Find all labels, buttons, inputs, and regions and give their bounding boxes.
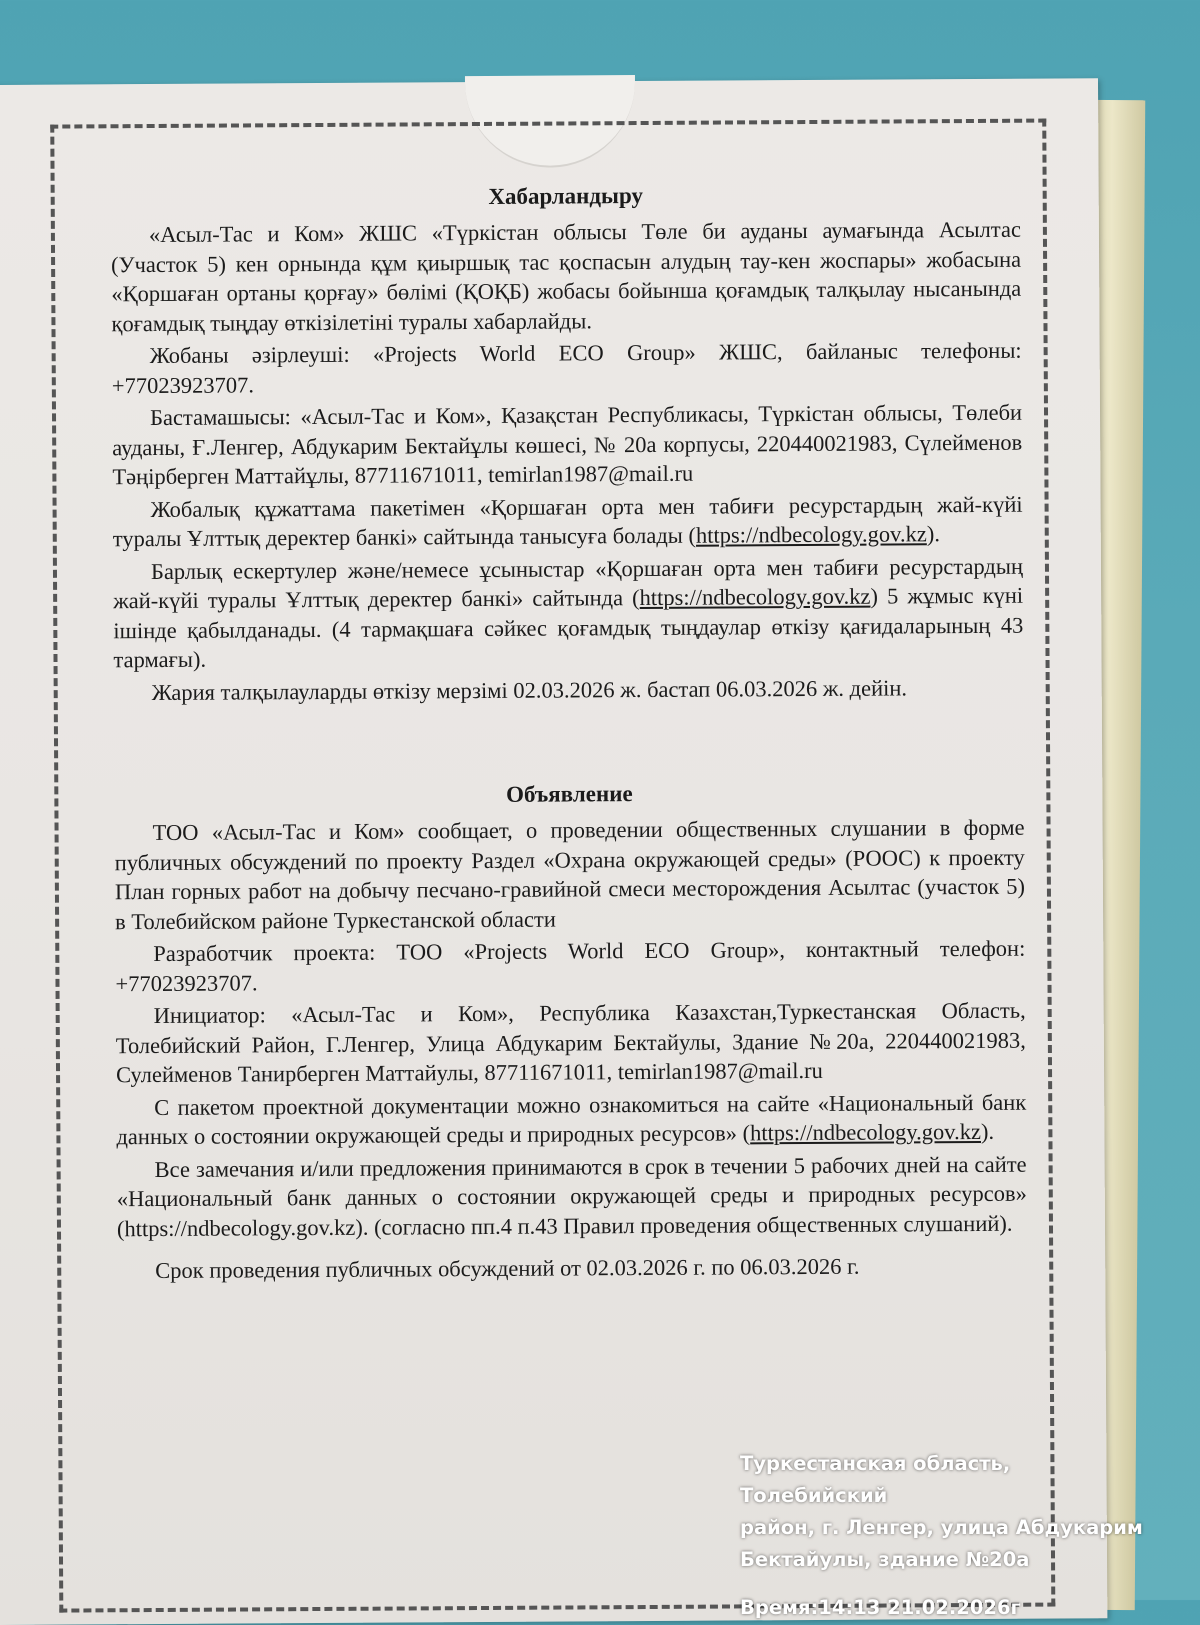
ru-paragraph-3: Инициатор: «Асыл-Тас и Ком», Республика Казахстан,Туркестанская Область, Толебийский Район, Г.Ленгер, Улица Абдукарим Бектайулы, Здание №20а, 220440021983, Сулейменов Танирберген Маттайулы, 87711671011, temirlan1987@mail.ru bbox=[115, 997, 1026, 1088]
kz-paragraph-2: Жобаны әзірлеуші: «Projects World ECO Group» ЖШС, байланыс телефоны: +77023923707. bbox=[111, 337, 1022, 398]
stamp-line-2: район, г. Ленгер, улица Абдукарим bbox=[740, 1516, 1143, 1539]
kz-paragraph-5 bbox=[113, 551, 1024, 675]
notice-content bbox=[111, 179, 1028, 1289]
location-timestamp-overlay bbox=[740, 1448, 1160, 1624]
kz-paragraph-6: Жария талқылауларды өткізу мерзімі 02.03.2026 ж. бастап 06.03.2026 ж. дейін. bbox=[151, 674, 908, 705]
kz-p4-link[interactable]: https://ndbecology.gov.kz bbox=[695, 521, 927, 548]
kz-p5-link[interactable]: https://ndbecology.gov.kz bbox=[639, 583, 871, 611]
kz-paragraph-1: «Асыл-Тас и Ком» ЖШС «Түркістан облысы Төле би ауданы аумағында Асылтас (Участок 5) кен орнында құм қиыршық тас қоспасын алудың тау-кен жоспары» жобасына «Қоршаған ортаны қорғау» бөлімі (ҚОҚБ) жобасы бойынша қоғамдық талқылау нысанында қоғамдық тыңдау өткізілетіні туралы хабарлайды. bbox=[111, 216, 1022, 336]
ru-paragraph-1: ТОО «Асыл-Тас и Ком» сообщает, о проведении общественных слушании в форме публичных обсуждений по проекту Раздел «Охрана окружающей среды» (РООС) к проекту План горных работ на добычу песчано-гравийной смеси месторождения Асылтас (участок 5) в Толебийском районе Туркестанской области bbox=[114, 814, 1025, 934]
kz-p5-text: Барлық ескертулер және/немесе ұсыныстар «Қоршаған орта мен табиғи ресурстардың жай-күйі туралы Ұлттық деректер банкі» сайтында ( bbox=[113, 553, 1024, 614]
ru-title: Объявление bbox=[505, 781, 633, 807]
ru-paragraph-6: Срок проведения публичных обсуждений от 02.03.2026 г. по 06.03.2026 г. bbox=[155, 1253, 860, 1284]
kz-title: Хабарландыру bbox=[488, 183, 644, 209]
ru-p4-tail: ). bbox=[980, 1118, 995, 1144]
ru-paragraph-4 bbox=[116, 1087, 1026, 1152]
stamp-line-3: Бектайулы, здание №20а bbox=[740, 1548, 1030, 1571]
section-gap bbox=[114, 705, 1024, 783]
kz-paragraph-3: Бастамашысы: «Асыл-Тас и Ком», Қазақстан Республикасы, Түркістан облысы, Төлеби ауданы, Ғ.Ленгер, Абдукарим Бектайұлы көшесі, № 20а корпусы, 220440021983, Сүлейменов Тәңірберген Маттайұлы, 87711671011, temirlan1987@mail.ru bbox=[112, 399, 1023, 490]
ru-p4-link[interactable]: https://ndbecology.gov.kz bbox=[750, 1118, 982, 1146]
stamp-time: Время:14:13 21.02.2026г bbox=[740, 1596, 1021, 1619]
stamp-line-1: Туркестанская область, Толебийский bbox=[740, 1452, 1011, 1507]
kz-p4-tail: ). bbox=[926, 521, 940, 547]
notice-sheet bbox=[0, 78, 1107, 1625]
ru-p4-text: С пакетом проектной документации можно ознакомиться на сайте «Национальный банк данных о состоянии окружающей среды и природных ресурсов» ( bbox=[116, 1089, 1027, 1150]
kz-p5-tail: ) 5 жұмыс күні ішінде қабылданады. (4 тармақшаға сәйкес қоғамдық тыңдаулар өткізу қағидаларының 43 тармағы). bbox=[113, 582, 1024, 673]
kz-paragraph-4 bbox=[113, 489, 1023, 554]
ru-paragraph-2: Разработчик проекта: ТОО «Projects World ECO Group», контактный телефон: +77023923707. bbox=[115, 935, 1026, 996]
kz-p4-text: Жобалық құжаттама пакетімен «Қоршаған орта мен табиғи ресурстардың жай-күйі туралы Ұлттық деректер банкі» сайтында танысуға болады ( bbox=[112, 491, 1023, 552]
ru-paragraph-5: Все замечания и/или предложения принимаются в срок в течении 5 рабочих дней на сайте «Национальный банк данных о состоянии окружающей среды и природных ресурсов» (https://ndbecology.gov.kz). (согласно пп.4 п.43 Правил проведения общественных слушаний). bbox=[116, 1151, 1027, 1241]
